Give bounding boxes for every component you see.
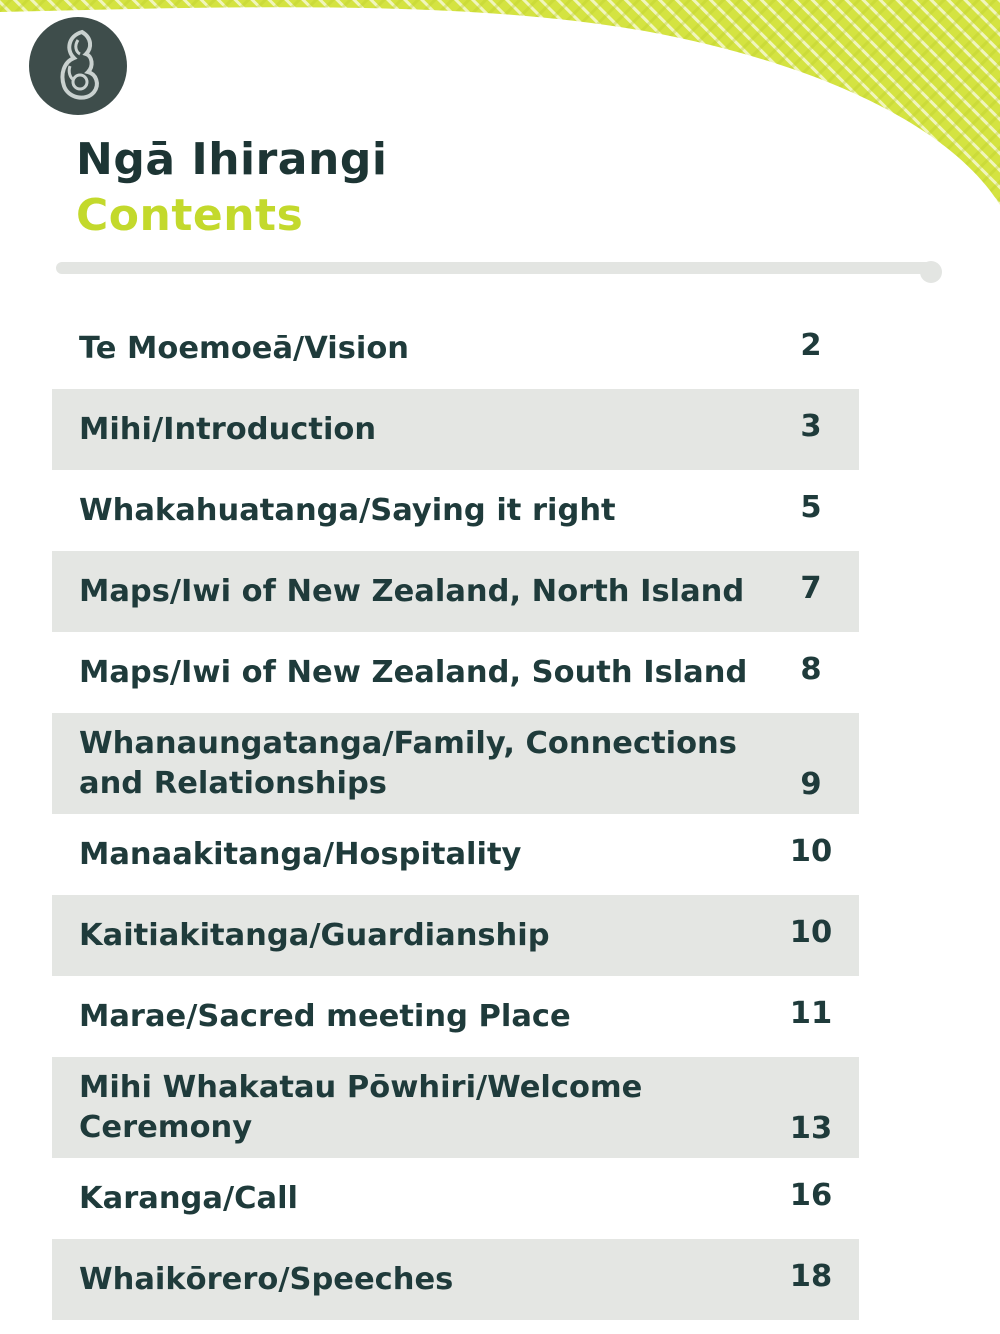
toc-entry-page: 13 [789,1111,833,1146]
toc-entry-title: Whakahuatanga/Saying it right [79,492,616,528]
toc-entry-title: Whaikōrero/Speeches [79,1261,454,1297]
toc-entry[interactable] [52,1239,859,1320]
koru-pendant-icon [48,26,108,106]
toc-entry-page: 16 [789,1178,833,1213]
page-title-maori: Ngā Ihirangi [76,134,388,185]
toc-entry-page: 8 [800,652,822,687]
toc-entry[interactable] [52,389,859,470]
toc-entry[interactable] [52,551,859,632]
toc-entry-title: Karanga/Call [79,1180,298,1216]
toc-entry-title: Kaitiakitanga/Guardianship [79,917,550,953]
toc-entry[interactable] [52,814,859,895]
title-divider-end [920,261,942,283]
toc-entry-page: 11 [789,996,833,1031]
toc-entry[interactable] [52,976,859,1057]
toc-entry-title: Marae/Sacred meeting Place [79,998,571,1034]
toc-entry-page: 7 [800,571,822,606]
toc-entry-title: Te Moemoeā/Vision [79,330,409,366]
toc-entry[interactable] [52,1158,859,1239]
toc-entry-title: Whanaungatanga/Family, Connections and Relationships [79,725,737,801]
toc-entry-page: 10 [789,834,833,869]
toc-entry-page: 18 [789,1259,833,1294]
toc-entry-title: Mihi/Introduction [79,411,377,447]
contents-list [52,308,859,1320]
toc-entry-title: Mihi Whakatau Pōwhiri/Welcome Ceremony [79,1069,643,1145]
toc-entry-title: Manaakitanga/Hospitality [79,836,522,872]
toc-entry-title: Maps/Iwi of New Zealand, South Island [79,654,748,690]
toc-entry[interactable] [52,713,859,814]
toc-entry[interactable] [52,1057,859,1158]
toc-entry[interactable] [52,895,859,976]
toc-entry[interactable] [52,632,859,713]
toc-entry[interactable] [52,470,859,551]
toc-entry-page: 9 [800,767,822,802]
toc-entry-page: 3 [800,409,822,444]
page-title-english: Contents [76,190,304,241]
toc-entry-title: Maps/Iwi of New Zealand, North Island [79,573,745,609]
toc-entry-page: 10 [789,915,833,950]
toc-entry[interactable] [52,308,859,389]
title-divider [56,262,934,274]
logo-badge [29,17,127,115]
toc-entry-page: 5 [800,490,822,525]
toc-entry-page: 2 [800,328,822,363]
